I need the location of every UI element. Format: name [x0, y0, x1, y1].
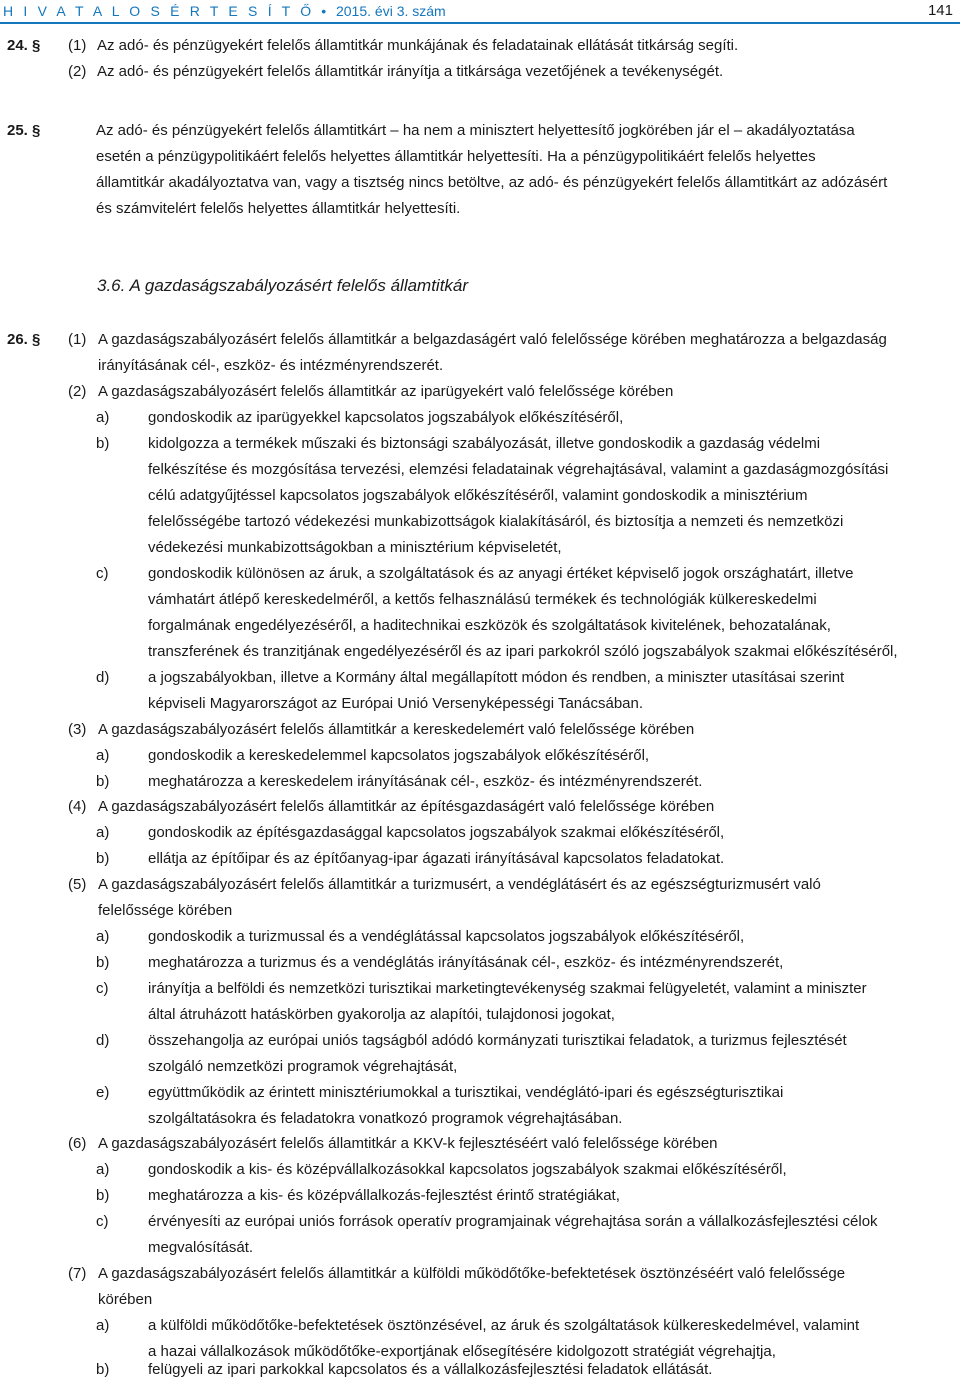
paragraph-5-intro: A gazdaságszabályozásért felelős államtitkár a turizmusért, a vendéglátásért és az egészségturizmusért való: [98, 876, 821, 893]
list-item-label: b): [96, 435, 110, 452]
list-item-label: c): [96, 565, 109, 582]
section-24-number: 24. §: [7, 37, 41, 54]
list-item-label: e): [96, 1084, 110, 1101]
list-item-text: által átruházott hatáskörben gyakorolja az alapítói, tulajdonosi jogokat,: [148, 1006, 615, 1023]
list-item-text: vámhatárt átlépő kereskedelméről, a kettős felhasználású termékek és technológiák külkereskedelmi: [148, 591, 817, 608]
list-item-label: b): [96, 773, 110, 790]
list-item-text: irányítja a belföldi és nemzetközi turisztikai marketingtevékenység szakmai felügyeletét, valamint a miniszter: [148, 980, 867, 997]
list-item-text: felkészítése és mozgósítása tervezési, elemzési feladatainak végrehajtásával, valamint a gazdaságmozgósítási: [148, 461, 889, 478]
paragraph-1-number: (1): [68, 331, 87, 348]
list-item-label: a): [96, 824, 110, 841]
list-item-text: védekezési munkabizottságokban a minisztérium képviseletét,: [148, 539, 562, 556]
list-item-text: szolgáltatásokra és feladatokra vonatkozó programok végrehajtásában.: [148, 1110, 623, 1127]
list-item-label: a): [96, 409, 110, 426]
list-item-label: a): [96, 747, 110, 764]
list-item-label: a): [96, 1317, 110, 1334]
list-item-text: transzferének és tranzitjának engedélyezéséről és az ipari parkokról szóló jogszabályok szakmai előkészítéséről,: [148, 643, 898, 660]
list-item-text: érvényesíti az európai uniós források operatív programjainak végrehajtása során a vállalkozásfejlesztési célok: [148, 1213, 878, 1230]
list-item-text: meghatározza a kis- és középvállalkozás-fejlesztést érintő stratégiákat,: [148, 1187, 620, 1204]
list-item-text: ellátja az építőipar és az építőanyag-ipar ágazati irányításával kapcsolatos feladatokat.: [148, 850, 725, 867]
list-item-text: gondoskodik a turizmussal és a vendéglátással kapcsolatos jogszabályok előkészítéséről,: [148, 928, 745, 945]
bullet-separator-icon: •: [321, 3, 327, 19]
list-item-text: felügyeli az ipari parkokkal kapcsolatos és a vállalkozásfejlesztési feladatok ellátását.: [148, 1361, 713, 1378]
list-item-label: d): [96, 1032, 110, 1049]
list-item-text: gondoskodik az építésgazdasággal kapcsolatos jogszabályok szakmai előkészítéséről,: [148, 824, 725, 841]
paragraph-5-number: (5): [68, 876, 87, 893]
paragraph-7-intro: körében: [98, 1291, 153, 1308]
section-25-text-line: esetén a pénzügypolitikáért felelős helyettes államtitkár helyettesíti. Ha a pénzügypolitikáért felelős helyettes: [96, 148, 816, 165]
paragraph-6-number: (6): [68, 1135, 87, 1152]
publication-info: [3, 0, 446, 24]
list-item-text: a jogszabályokban, illetve a Kormány által megállapított módon és rendben, a miniszter utasításai szerint: [148, 669, 845, 686]
list-item-label: b): [96, 954, 110, 971]
list-item-label: b): [96, 1187, 110, 1204]
list-item-text: gondoskodik különösen az áruk, a szolgáltatások és az anyagi értéket képviselő jogok országhatárt, illetve: [148, 565, 854, 582]
section-24-paragraph-2-number: (2): [68, 63, 87, 80]
list-item-text: a külföldi működőtőke-befektetések ösztönzésével, az áruk és szolgáltatások külkereskedelmével, valamint: [148, 1317, 860, 1334]
paragraph-7-intro: A gazdaságszabályozásért felelős államtitkár a külföldi működőtőke-befektetések ösztönzéséért való felelőssége: [98, 1265, 846, 1282]
section-25-number: 25. §: [7, 122, 41, 139]
list-item-text: összehangolja az európai uniós tagságból adódó kormányzati turisztikai feladatok, a turizmus fejlesztését: [148, 1032, 847, 1049]
paragraph-4-number: (4): [68, 798, 87, 815]
paragraph-3-number: (3): [68, 721, 87, 738]
publication-title: H I V A T A L O S É R T E S Í T Ő: [3, 3, 315, 19]
list-item-label: d): [96, 669, 110, 686]
list-item-text: felelősségébe tartozó védekezési munkabizottságok kialakításáról, és biztosítja a nemzeti és nemzetközi: [148, 513, 844, 530]
section-25-text-line: és számvitelért felelős helyettes államtitkár helyettesíti.: [96, 200, 461, 217]
list-item-label: c): [96, 980, 109, 997]
paragraph-2-number: (2): [68, 383, 87, 400]
section-24-paragraph-2-text: Az adó- és pénzügyekért felelős államtitkár irányítja a titkársága vezetőjének a tevékenységét.: [97, 63, 724, 80]
paragraph-4-intro: A gazdaságszabályozásért felelős államtitkár az építésgazdaságért való felelőssége körében: [98, 798, 715, 815]
list-item-label: b): [96, 1361, 110, 1378]
section-25-text-line: államtitkár akadályoztatva van, vagy a tisztség nincs betöltve, az adó- és pénzügyekért felelős államtitkárt az adózásért: [96, 174, 888, 191]
page-number: 141: [927, 2, 953, 19]
list-item-text: kidolgozza a termékek műszaki és biztonsági szabályozását, illetve gondoskodik a gazdaság védelmi: [148, 435, 821, 452]
list-item-text: gondoskodik a kereskedelemmel kapcsolatos jogszabályok előkészítéséről,: [148, 747, 650, 764]
list-item-text: meghatározza a turizmus és a vendéglátás irányításának cél-, eszköz- és intézményrendszerét,: [148, 954, 784, 971]
section-24-paragraph-1-number: (1): [68, 37, 87, 54]
list-item-text: gondoskodik a kis- és középvállalkozásokkal kapcsolatos jogszabályok szakmai előkészítéséről,: [148, 1161, 787, 1178]
list-item-text: a hazai vállalkozások működőtőke-exportjának elősegítésére kidolgozott stratégiát végrehajtja,: [148, 1343, 776, 1360]
chapter-title: 3.6. A gazdaságszabályozásért felelős államtitkár: [97, 276, 469, 295]
list-item-label: b): [96, 850, 110, 867]
paragraph-1-text-line: A gazdaságszabályozásért felelős államtitkár a belgazdaságért való felelőssége körében meghatározza a belgazdaság: [98, 331, 887, 348]
paragraph-5-intro: felelőssége körében: [98, 902, 233, 919]
section-25-text-line: Az adó- és pénzügyekért felelős államtitkárt – ha nem a minisztert helyettesítő jogkörében jár el – akadályoztatása: [96, 122, 855, 139]
list-item-label: a): [96, 1161, 110, 1178]
issue-label: 2015. évi 3. szám: [335, 3, 446, 19]
paragraph-7-number: (7): [68, 1265, 87, 1282]
list-item-text: képviseli Magyarországot az Európai Unió Versenyképességi Tanácsában.: [148, 695, 644, 712]
page-header: [3, 0, 953, 22]
list-item-text: szolgáló nemzetközi programok végrehajtását,: [148, 1058, 458, 1075]
list-item-text: megvalósítását.: [148, 1239, 254, 1256]
section-26-number: 26. §: [7, 331, 41, 348]
paragraph-6-intro: A gazdaságszabályozásért felelős államtitkár a KKV-k fejlesztéséért való felelőssége körében: [98, 1135, 718, 1152]
paragraph-2-intro: A gazdaságszabályozásért felelős államtitkár az iparügyekért való felelőssége körében: [98, 383, 674, 400]
header-divider: [0, 22, 960, 24]
section-24-paragraph-1-text: Az adó- és pénzügyekért felelős államtitkár munkájának és feladatainak ellátását titkárság segíti.: [97, 37, 739, 54]
list-item-text: meghatározza a kereskedelem irányításának cél-, eszköz- és intézményrendszerét.: [148, 773, 703, 790]
list-item-text: célú adatgyűjtéssel kapcsolatos jogszabályok előkészítéséről, valamint gondoskodik a minisztérium: [148, 487, 808, 504]
paragraph-3-intro: A gazdaságszabályozásért felelős államtitkár a kereskedelemért való felelőssége körében: [98, 721, 695, 738]
list-item-label: a): [96, 928, 110, 945]
paragraph-1-text-line: irányításának cél-, eszköz- és intézményrendszerét.: [98, 357, 444, 374]
list-item-text: forgalmának engedélyezéséről, a haditechnikai eszközök és szolgáltatások kivitelének, behozatalának,: [148, 617, 831, 634]
list-item-label: c): [96, 1213, 109, 1230]
list-item-text: gondoskodik az iparügyekkel kapcsolatos jogszabályok előkészítéséről,: [148, 409, 624, 426]
list-item-text: együttműködik az érintett minisztériumokkal a turisztikai, vendéglátó-ipari és egészségturisztikai: [148, 1084, 784, 1101]
